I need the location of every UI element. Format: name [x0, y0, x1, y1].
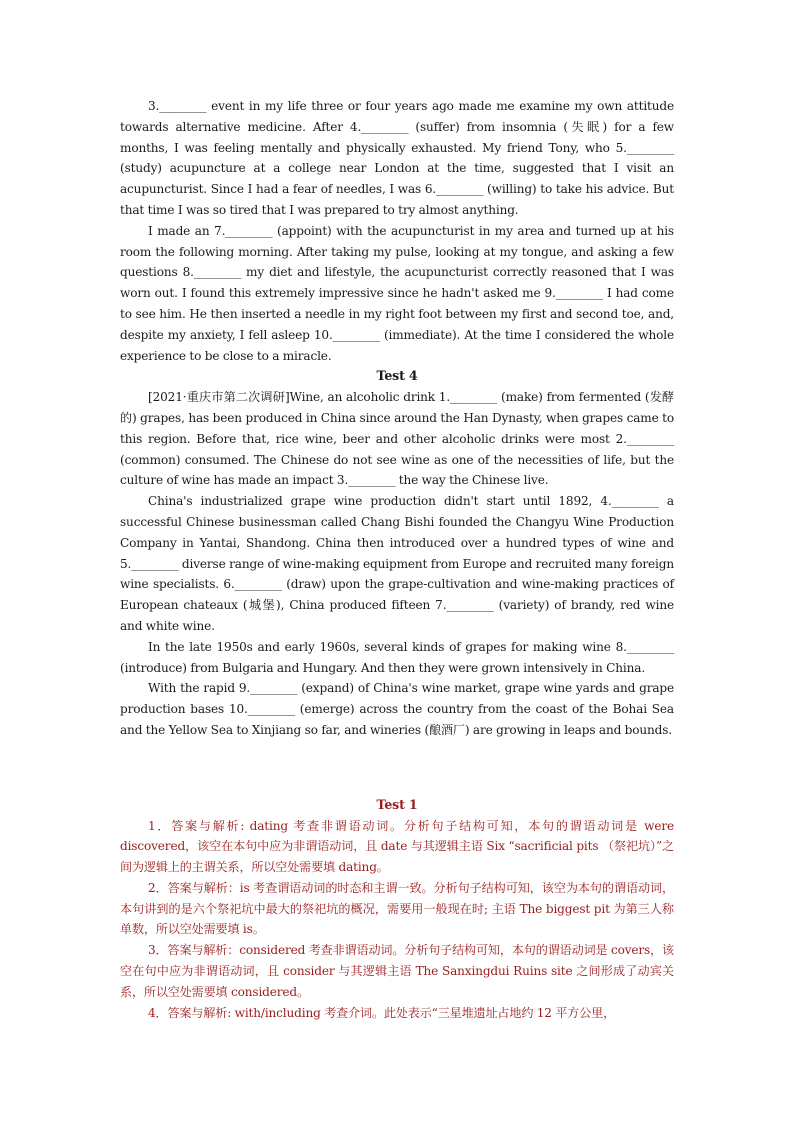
passage-test3-continued [120, 96, 674, 366]
passage-paragraph: I made an 7.________ (appoint) with the acupuncturist in my area and turned up at his room the following morning. After taking my pulse, looking at my tongue, and asking a few questions 8.________ my diet and lifestyle, the acupuncturist correctly reasoned that I was worn out. I found this extremely impressive since he hadn't asked me 9.________ I had come to see him. He then inserted a needle in my right foot between my first and second toe, and, despite my anxiety, I fell asleep 10.________ (immediate). At the time I considered the whole experience to be close to a miracle. [120, 223, 674, 363]
passage-paragraph: 3.________ event in my life three or four years ago made me examine my own attitude towards alternative medicine. After 4.________ (suffer) from insomnia (失眠) for a few months, I was feeling mentally and physically exhausted. My friend Tony, who 5.________ (study) acupuncture at a college near London at the time, suggested that I visit an acupuncturist. Since I had a fear of needles, I was 6.________ (willing) to take his advice. But that time I was so tired that I was prepared to try almost anything. [120, 99, 674, 217]
passage-paragraph: China's industrialized grape wine production didn't start until 1892, 4.________ a successful Chinese businessman called Chang Bishi founded the Changyu Wine Production Company in Yantai, Shandong. China then introduced over a hundred types of wine and 5.________ diverse range of wine-making equipment from Europe and recruited many foreign wine specialists. 6.________ (draw) upon the grape-cultivation and wine-making practices of European chateaux (城堡), China produced fifteen 7.________ (variety) of brandy, red wine and white wine. [120, 494, 674, 633]
answer-item: 4．答案与解析: with/including 考查介词。此处表示“三星堆遗址占地约 12 平方公里， [148, 1005, 616, 1020]
answer-item: 1．答案与解析: dating 考查非谓语动词。分析句子结构可知，本句的谓语动词是 were discovered，该空在本句中应为非谓语动词，且 date 与其逻辑主语 Six “sacrificial pits （祭祀坑）”之间为逻辑上的主谓关系，所以空处需要填 dating。 [120, 818, 674, 875]
answer-key [120, 795, 674, 1024]
passage-paragraph: With the rapid 9.________ (expand) of China's wine market, grape wine yards and grape production bases 10.________ (emerge) across the country from the coast of the Bohai Sea and the Yellow Sea to Xinjiang so far, and wineries (酿酒厂) are growing in leaps and bounds. [120, 681, 674, 737]
answer-item: 2．答案与解析：is 考查谓语动词的时态和主谓一致。分析句子结构可知，该空为本句的谓语动词，本句讲到的是六个祭祀坑中最大的祭祀坑的概况，需要用一般现在时; 主语 The biggest pit 为第三人称单数，所以空处需要填 is。 [120, 880, 674, 937]
passage-paragraph: [2021·重庆市第二次调研]Wine, an alcoholic drink 1.________ (make) from fermented (发酵的) grapes, has been produced in China since around the Han Dynasty, when grapes came to this region. Before that, rice wine, beer and other alcoholic drinks were most 2.________ (common) consumed. The Chinese do not see wine as one of the necessities of life, but the culture of wine has made an impact 3.________ the way the Chinese live. [120, 390, 674, 488]
section-title: Test 4 [376, 368, 418, 384]
answer-title: Test 1 [376, 796, 418, 812]
passage-paragraph: In the late 1950s and early 1960s, several kinds of grapes for making wine 8.________ (introduce) from Bulgaria and Hungary. And then they were grown intensively in China. [120, 639, 674, 675]
document-page [120, 96, 674, 1023]
spacer [120, 741, 674, 795]
passage-test4 [120, 366, 674, 740]
answer-item: 3．答案与解析：considered 考查非谓语动词。分析句子结构可知，本句的谓语动词是 covers，该空在句中应为非谓语动词，且 consider 与其逻辑主语 The Sanxingdui Ruins site 之间形成了动宾关系，所以空处需要填 considered。 [120, 943, 674, 999]
